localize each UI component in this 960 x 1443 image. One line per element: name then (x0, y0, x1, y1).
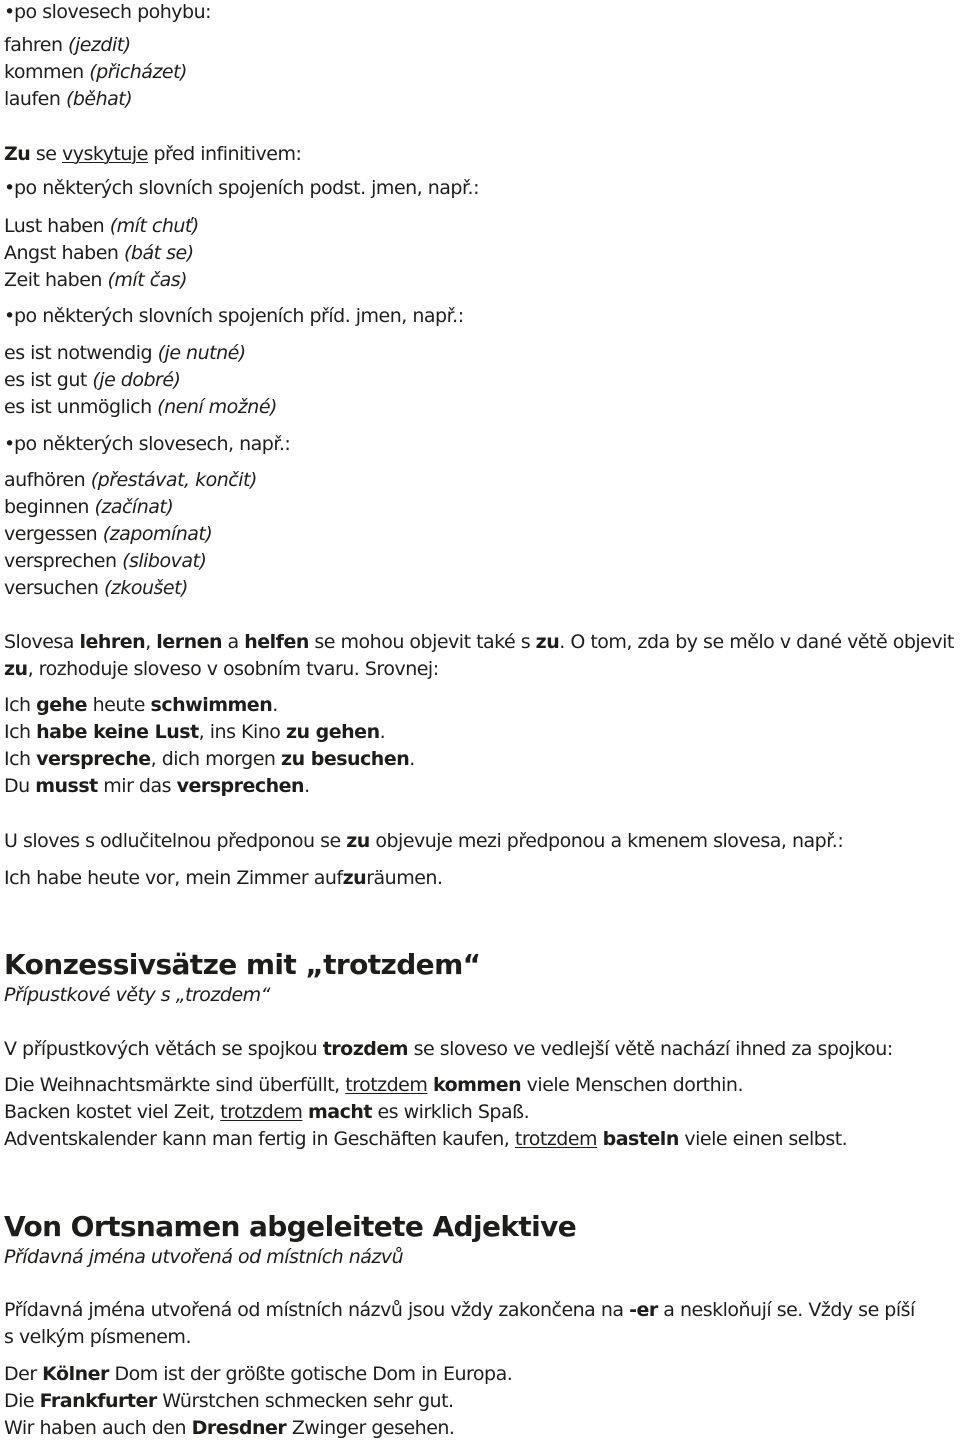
text-line (4, 1389, 454, 1413)
text-span: V přípustkových větách se spojkou (4, 1038, 323, 1060)
text-line (4, 1325, 191, 1349)
text-span: es wirklich Spaß. (371, 1101, 530, 1123)
bold-text: zu (342, 867, 367, 889)
italic-text: (zkoušet) (103, 577, 188, 599)
text-span: laufen (4, 88, 66, 110)
text-span: , rozhoduje sloveso v osobním tvaru. Srovnej: (27, 658, 439, 680)
text-line (4, 1362, 512, 1386)
section-heading (4, 1210, 576, 1244)
text-line (4, 368, 180, 392)
bold-text: Dresdner (191, 1417, 287, 1439)
underlined-text: trotzdem (514, 1128, 598, 1150)
bold-text: schwimmen (150, 694, 273, 716)
bold-text: Frankfurter (39, 1390, 157, 1412)
text-span: Lust haben (4, 215, 110, 237)
italic-text: (je dobré) (92, 369, 181, 391)
text-span: fahren (4, 34, 69, 56)
text-span: aufhören (4, 469, 91, 491)
bold-text: lernen (156, 631, 223, 653)
text-span: viele Menschen dorthin. (521, 1074, 744, 1096)
text-line (4, 214, 199, 238)
text-span: beginnen (4, 496, 95, 518)
text-span: Angst haben (4, 242, 125, 264)
text-line (4, 241, 194, 265)
text-line (4, 1037, 893, 1061)
underlined-text: trotzdem (220, 1101, 303, 1123)
text-span: po slovesech pohybu: (14, 1, 212, 23)
bullet-icon: • (4, 1, 15, 23)
italic-text: (přestávat, končit) (90, 469, 257, 491)
italic-text: (není možné) (157, 396, 277, 418)
text-line (4, 268, 187, 292)
text-line (4, 829, 843, 853)
text-span: Přídavná jména utvořená od místních názvů jsou vždy zakončena na (4, 1299, 630, 1321)
bold-text: verspreche (36, 748, 151, 770)
text-span: kommen (4, 61, 90, 83)
text-span: Adventskalender kann man fertig in Geschäften kaufen, (4, 1128, 515, 1150)
text-span: po některých slovních spojeních podst. jmen, např.: (14, 177, 480, 199)
text-line (4, 1127, 847, 1151)
text-span: Die Weihnachtsmärkte sind überfüllt, (4, 1074, 346, 1096)
text-span: Der (4, 1363, 43, 1385)
underlined-text: vyskytuje (61, 143, 148, 165)
bold-text: -er (629, 1299, 658, 1321)
text-span: se mohou objevit také s (308, 631, 536, 653)
bullet-icon: • (4, 305, 15, 327)
text-span: , (145, 631, 157, 653)
text-span: es ist unmöglich (4, 396, 158, 418)
bold-text: macht (307, 1101, 372, 1123)
underlined-text: trotzdem (345, 1074, 428, 1096)
bold-text: musst (35, 775, 98, 797)
text-line (4, 33, 131, 57)
text-line (4, 142, 301, 166)
text-span: Ich (4, 694, 37, 716)
text-span: Ich habe heute vor, mein Zimmer auf (4, 867, 343, 889)
text-span: Zwinger gesehen. (286, 1417, 455, 1439)
italic-text: (je nutné) (157, 342, 246, 364)
text-span: versuchen (4, 577, 104, 599)
text-span: Konzessivsätze mit „trotzdem“ (4, 948, 481, 981)
italic-text: (slibovat) (122, 550, 207, 572)
text-span: Ich (4, 748, 37, 770)
bullet-icon: • (4, 433, 15, 455)
bullet-item (4, 0, 211, 24)
text-line (4, 1100, 529, 1124)
bold-text: lehren (79, 631, 146, 653)
section-heading (4, 948, 480, 982)
text-span: vergessen (4, 523, 103, 545)
text-span: . (409, 748, 415, 770)
italic-text: (mít čas) (107, 269, 188, 291)
text-line (4, 693, 278, 717)
text-line (4, 87, 132, 111)
italic-text: (přicházet) (89, 61, 187, 83)
bold-text: zu (346, 830, 370, 852)
italic-text: Přípustkové věty s „trozdem“ (4, 984, 271, 1006)
text-line (4, 1073, 743, 1097)
text-line (4, 1245, 403, 1269)
text-span: Würstchen schmecken sehr gut. (156, 1390, 454, 1412)
text-span: se (30, 143, 62, 165)
text-line (4, 60, 187, 84)
text-span: räumen. (366, 867, 443, 889)
text-span: Zeit haben (4, 269, 108, 291)
bullet-item (4, 176, 479, 200)
bold-text: Zu (4, 143, 31, 165)
text-line (4, 576, 188, 600)
text-span: objevuje mezi předponou a kmenem slovesa, např.: (369, 830, 844, 852)
text-span: Von Ortsnamen abgeleitete Adjektive (4, 1210, 577, 1243)
italic-text: (běhat) (65, 88, 133, 110)
text-line (4, 747, 415, 771)
text-span: Ich (4, 721, 37, 743)
text-span: versprechen (4, 550, 123, 572)
text-span: es ist notwendig (4, 342, 158, 364)
text-line (4, 341, 246, 365)
text-span: Slovesa (4, 631, 80, 653)
text-span: Du (4, 775, 36, 797)
bullet-item (4, 304, 464, 328)
text-line (4, 983, 270, 1007)
bold-text: habe keine Lust (36, 721, 199, 743)
text-span: po některých slovních spojeních příd. jmen, např.: (14, 305, 464, 327)
text-span: mir das (97, 775, 177, 797)
text-span: se sloveso ve vedlejší větě nachází ihned za spojkou: (408, 1038, 893, 1060)
text-line (4, 630, 954, 654)
text-span: , ins Kino (198, 721, 286, 743)
text-span: Die (4, 1390, 40, 1412)
text-span: . (379, 721, 386, 743)
italic-text: (začínat) (94, 496, 174, 518)
text-line (4, 774, 310, 798)
text-span: Backen kostet viel Zeit, (4, 1101, 221, 1123)
bullet-icon: • (4, 177, 15, 199)
text-line (4, 657, 439, 681)
text-span: . (304, 775, 310, 797)
text-line (4, 522, 212, 546)
text-line (4, 720, 385, 744)
bold-text: gehe (36, 694, 88, 716)
text-span: , dich morgen (150, 748, 282, 770)
text-span: po některých slovesech, např.: (14, 433, 291, 455)
bold-text: versprechen (176, 775, 305, 797)
italic-text: (jezdit) (68, 34, 131, 56)
italic-text: (bát se) (124, 242, 194, 264)
italic-text: Přídavná jména utvořená od místních názvů (4, 1246, 404, 1268)
text-span: před infinitivem: (147, 143, 302, 165)
text-span: s velkým písmenem. (4, 1326, 191, 1348)
bold-text: zu gehen (285, 721, 380, 743)
text-span: a neskloňují se. Vždy se píší (657, 1299, 915, 1321)
text-span: . O tom, zda by se mělo v dané větě objevit (559, 631, 954, 653)
text-line (4, 395, 277, 419)
bold-text: helfen (244, 631, 309, 653)
text-span: heute (87, 694, 151, 716)
text-span: es ist gut (4, 369, 93, 391)
text-line (4, 1416, 454, 1440)
text-span: a (222, 631, 245, 653)
bold-text: zu besuchen (281, 748, 410, 770)
bold-text: kommen (432, 1074, 522, 1096)
bold-text: basteln (602, 1128, 679, 1150)
text-line (4, 549, 206, 573)
text-span: viele einen selbst. (678, 1128, 848, 1150)
italic-text: (zapomínat) (102, 523, 213, 545)
text-line (4, 866, 442, 890)
text-span: . (272, 694, 278, 716)
text-line (4, 495, 173, 519)
text-span: Dom ist der größte gotische Dom in Europa. (108, 1363, 513, 1385)
text-line (4, 1298, 915, 1322)
text-line (4, 468, 257, 492)
bold-text: zu (4, 658, 28, 680)
bold-text: Kölner (42, 1363, 109, 1385)
bold-text: trozdem (322, 1038, 409, 1060)
text-span: U sloves s odlučitelnou předponou se (4, 830, 347, 852)
text-span: Wir haben auch den (4, 1417, 192, 1439)
bold-text: zu (535, 631, 560, 653)
bullet-item (4, 432, 290, 456)
italic-text: (mít chuť) (109, 215, 199, 237)
